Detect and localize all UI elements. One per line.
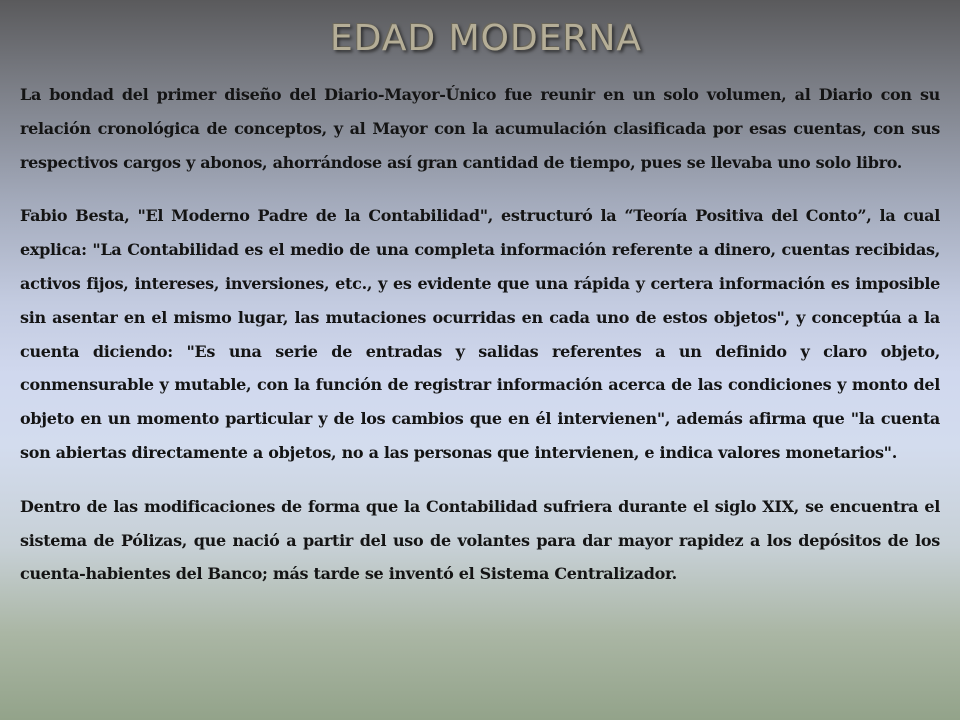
paragraph-fabio-besta: Fabio Besta, "El Moderno Padre de la Contabilidad", estructuró la “Teoría Positiva del Conto”, la cual explica: "La Contabilidad es el medio de una completa información referente a dinero, cuentas recibidas, activos fijos, intereses, inversiones, etc., y es evidente que una rápida y certera información es imposible sin asentar en el mismo lugar, las mutaciones ocurridas en cada uno de estos objetos", y conceptúa a la cuenta diciendo: "Es una serie de entradas y salidas referentes a un definido y claro objeto, conmensurable y mutable, con la función de registrar información acerca de las condiciones y monto del objeto en un momento particular y de los cambios que en él intervienen", además afirma que "la cuenta son abiertas directamente a objetos, no a las personas que intervienen, e indica valores monetarios". bbox=[20, 206, 940, 462]
paragraph-diario-mayor: La bondad del primer diseño del Diario-Mayor-Único fue reunir en un solo volumen, al Diario con su relación cronológica de conceptos, y al Mayor con la acumulación clasificada por esas cuentas, con sus respectivos cargos y abonos, ahorrándose así gran cantidad de tiempo, pues se llevaba uno solo libro. bbox=[20, 85, 940, 172]
paragraph-polizas: Dentro de las modificaciones de forma que la Contabilidad sufriera durante el siglo XIX, se encuentra el sistema de Pólizas, que nació a partir del uso de volantes para dar mayor rapidez a los depósitos de los cuenta-habientes del Banco; más tarde se inventó el Sistema Centralizador. bbox=[20, 496, 940, 584]
slide-body bbox=[20, 78, 940, 611]
slide-title: EDAD MODERNA bbox=[330, 18, 643, 59]
